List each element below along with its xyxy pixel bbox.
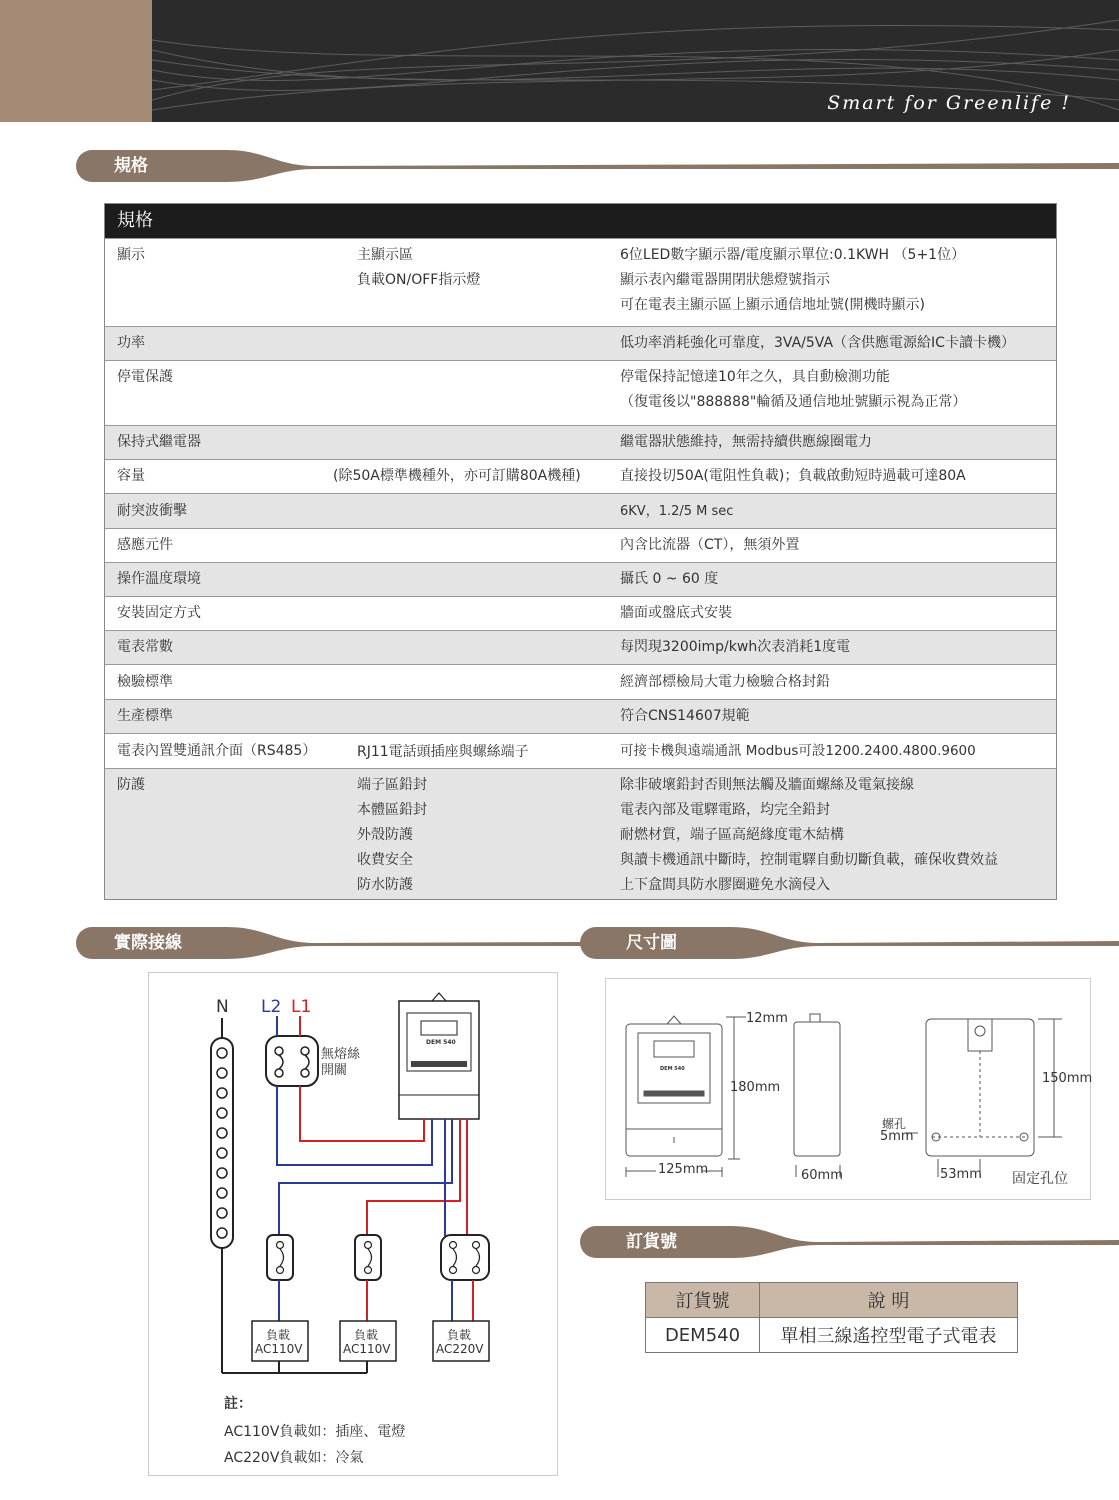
row-value: 電表內部及電驛電路，均完全鉛封: [620, 802, 830, 818]
section-heading-wiring: [76, 927, 596, 959]
order-col-header: 說 明: [760, 1283, 1018, 1318]
wiring-diagram: [148, 972, 558, 1476]
dim-5mm: 5mm: [880, 1129, 914, 1144]
row-value: 6KV，1.2/5 M sec: [620, 504, 734, 519]
load-voltage: AC110V: [343, 1342, 391, 1356]
dim-180mm: 180mm: [730, 1080, 781, 1095]
table-row: [105, 326, 1056, 360]
order-table: [645, 1282, 1018, 1353]
note-line: AC220V負載如：冷氣: [224, 1450, 364, 1466]
row-detail: (除50A標準機種外，亦可訂購80A機種): [333, 468, 581, 484]
table-row: [105, 425, 1056, 459]
row-label: 耐突波衝擊: [117, 503, 187, 519]
row-label: 安裝固定方式: [117, 605, 201, 621]
table-row: [105, 360, 1056, 425]
row-label: 電表內置雙通訊介面（RS485）: [117, 743, 317, 759]
load-label: 負載: [354, 1328, 379, 1342]
row-detail: 端子區鉛封: [357, 777, 427, 793]
row-value: 經濟部標檢局大電力檢驗合格封鉛: [620, 674, 830, 690]
table-row: [105, 493, 1056, 528]
row-value: 每閃現3200imp/kwh次表消耗1度電: [620, 639, 851, 655]
row-label: 顯示: [117, 247, 145, 263]
row-label: 容量: [117, 468, 145, 484]
section-title: 訂貨號: [580, 1226, 732, 1258]
l1-label: L1: [291, 997, 312, 1017]
load-voltage: AC110V: [255, 1342, 303, 1356]
l2-label: L2: [261, 997, 282, 1017]
row-detail: 外殼防護: [357, 827, 413, 843]
table-row: [105, 733, 1056, 768]
table-row: [105, 238, 1056, 326]
row-value: 與讀卡機通訊中斷時，控制電驛自動切斷負載，確保收費效益: [620, 852, 998, 868]
note-line: AC110V負載如：插座、電燈: [224, 1424, 406, 1440]
header-accent-block: [0, 0, 152, 122]
dim-150mm: 150mm: [1042, 1071, 1093, 1086]
row-value: 耐燃材質，端子區高絕緣度電木結構: [620, 827, 844, 843]
neutral-label: N: [216, 997, 229, 1017]
row-value: 內含比流器（CT），無須外置: [620, 537, 800, 553]
dim-125mm: 125mm: [658, 1162, 709, 1177]
row-value: 直接投切50A(電阻性負載)；負載啟動短時過載可達80A: [620, 468, 966, 484]
section-title: 尺寸圖: [580, 927, 732, 959]
meter-model-label: DEM 540: [660, 1066, 685, 1072]
row-value: 符合CNS14607規範: [620, 708, 750, 724]
row-value: （復電後以"888888"輪循及通信地址號顯示視為正常）: [620, 394, 967, 410]
load-label: 負載: [266, 1328, 291, 1342]
row-value: 可接卡機與遠端通訊 Modbus可設1200.2400.4800.9600: [620, 743, 976, 759]
row-value: 6位LED數字顯示器/電度顯示單位:0.1KWH （5+1位）: [620, 247, 966, 263]
dim-60mm: 60mm: [801, 1168, 843, 1183]
row-value: 低功率消耗強化可靠度，3VA/5VA（含供應電源給IC卡讀卡機）: [620, 335, 1015, 351]
section-title: 規格: [76, 150, 228, 182]
row-detail: 主顯示區: [357, 247, 413, 263]
row-value: 上下盒間具防水膠圈避免水滴侵入: [620, 877, 830, 893]
row-label: 停電保護: [117, 369, 173, 385]
row-label: 操作溫度環境: [117, 571, 201, 587]
table-row: [105, 459, 1056, 493]
load-label: 負載: [447, 1328, 472, 1342]
row-value: 攝氏 0 ~ 60 度: [620, 571, 719, 587]
slogan: Smart for Greenlife !: [827, 92, 1071, 114]
load-voltage: AC220V: [436, 1342, 484, 1356]
header-banner: [0, 0, 1119, 122]
section-title: 實際接線: [76, 927, 228, 959]
row-label: 防護: [117, 777, 145, 793]
row-detail: 負載ON/OFF指示燈: [357, 272, 481, 288]
note-title: 註：: [224, 1396, 252, 1412]
section-heading-spec: [76, 150, 1119, 182]
row-detail: RJ11電話頭插座與螺絲端子: [357, 744, 529, 760]
order-model: DEM540: [646, 1318, 760, 1353]
row-label: 電表常數: [117, 639, 173, 655]
meter-model-label: DEM 540: [426, 1039, 456, 1046]
row-label: 保持式繼電器: [117, 434, 201, 450]
row-label: 功率: [117, 335, 145, 351]
table-row: [105, 699, 1056, 733]
fix-hole-label: 固定孔位: [1012, 1171, 1068, 1187]
table-row: [105, 630, 1056, 664]
row-value: 除非破壞鉛封否則無法觸及牆面螺絲及電氣接線: [620, 777, 914, 793]
spec-table: [104, 203, 1057, 900]
row-value: 顯示表內繼電器開閉狀態燈號指示: [620, 272, 830, 288]
table-row: [105, 664, 1056, 699]
breaker-label: 無熔絲 開關: [321, 1047, 361, 1078]
table-row: [105, 596, 1056, 630]
row-label: 檢驗標準: [117, 674, 173, 690]
row-detail: 本體區鉛封: [357, 802, 427, 818]
row-label: 感應元件: [117, 537, 173, 553]
order-description: 單相三線遙控型電子式電表: [760, 1318, 1018, 1353]
screw-hole-label: 螺孔: [882, 1117, 907, 1131]
row-detail: 防水防護: [357, 877, 413, 893]
section-heading-dimension: [580, 927, 1119, 959]
order-col-header: 訂貨號: [646, 1283, 760, 1318]
table-row: [105, 528, 1056, 562]
dimension-diagram: [605, 978, 1091, 1200]
row-value: 牆面或盤底式安裝: [620, 605, 732, 621]
row-detail: 收費安全: [357, 852, 413, 868]
table-row: [105, 562, 1056, 596]
dim-53mm: 53mm: [940, 1167, 982, 1182]
section-heading-order: [580, 1226, 1119, 1258]
table-row: [105, 768, 1056, 899]
row-value: 繼電器狀態維持，無需持續供應線圈電力: [620, 434, 872, 450]
row-label: 生產標準: [117, 708, 173, 724]
row-value: 停電保持記憶達10年之久，具自動檢測功能: [620, 369, 890, 385]
row-value: 可在電表主顯示區上顯示通信地址號(開機時顯示): [620, 297, 925, 313]
spec-table-title: 規格: [105, 204, 1056, 238]
dim-12mm: 12mm: [746, 1011, 788, 1026]
